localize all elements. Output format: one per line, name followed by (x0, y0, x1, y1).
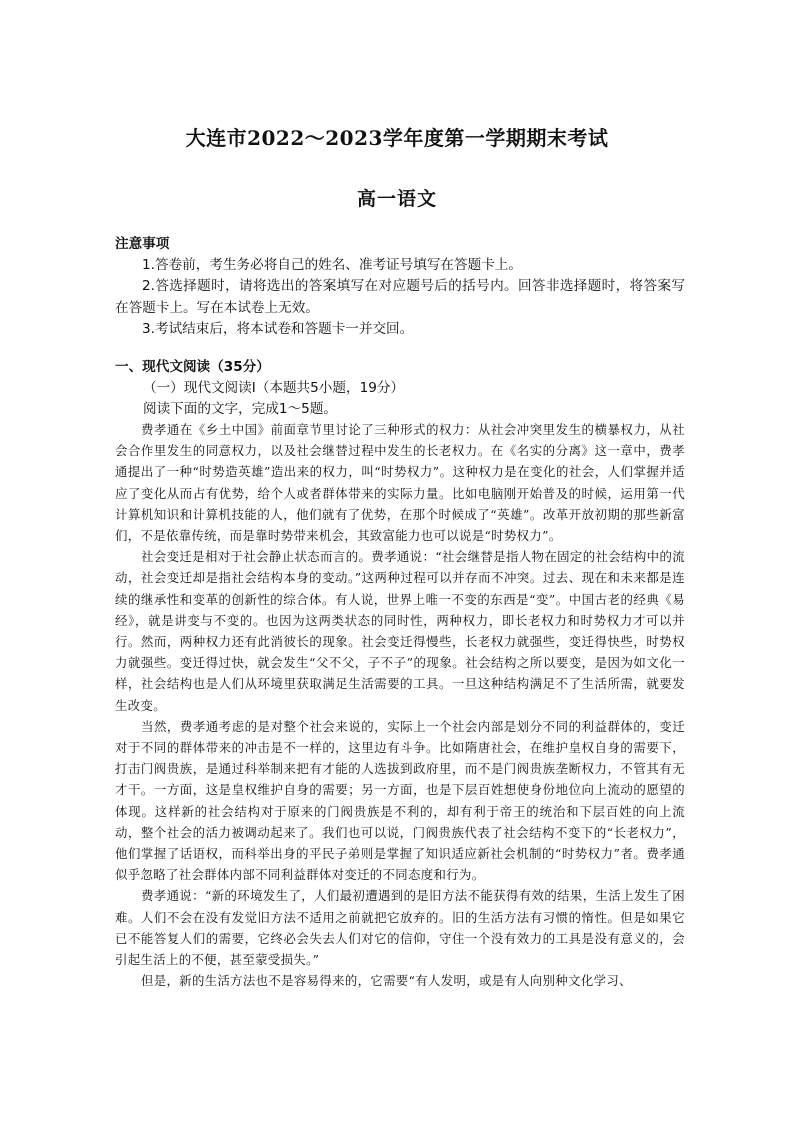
exam-title: 大连市2022～2023学年度第一学期期末考试 (185, 126, 609, 150)
notice-item: 1.答卷前，考生务必将自己的姓名、准考证号填写在答题卡上。 (142, 257, 522, 274)
passage-paragraph: 但是，新的生活方法也不是容易得来的，它需要“有人发明，或是有人向别种文化学习、 (141, 973, 632, 989)
passage-paragraph: 社会变迁是相对于社会静止状态而言的。费孝通说：“社会继替是指人物在固定的社会结构中的流动，社会变迁却是指社会结构本身的变动。”这两种过程可以并存而不冲突。过去、现在和未来都是连续的继承性和变革的创新性的综合体。有人说，世界上唯一不变的东西是“变”。中国古老的经典《易经》，就是讲变与不变的。也因为这两类状态的同时性，两种权力，即长老权力和时势权力才可以并行。然而，两种权力还有此消彼长的现象。社会变迁得慢些，长老权力就强些，变迁得快些，时势权力就强些。变迁得过快，就会发生“父不父，子不子”的现象。社会结构之所以要变，是因为如文化一样，社会结构也是人们从环境里获取满足生活需要的工具。一旦这种结构满足不了生活所需，就要发生改变。 (115, 549, 685, 713)
section-header (115, 357, 685, 420)
notice-item: 2.答选择题时，请将选出的答案填写在对应题号后的括号内。回答非选择题时，将答案写在答题卡上。写在本试卷上无效。 (115, 278, 685, 316)
notice-heading: 注意事项 (115, 236, 170, 252)
passage-paragraph: 费孝通在《乡土中国》前面章节里讨论了三种形式的权力：从社会冲突里发生的横暴权力，从社会合作里发生的同意权力，以及社会继替过程中发生的长老权力。在《名实的分离》这一章中，费孝通提出了一种“时势造英雄”造出来的权力，叫“时势权力”。这种权力是在变化的社会，人们掌握并适应了变化从而占有优势，给个人或者群体带来的实际力量。比如电脑刚开始普及的时候，运用第一代计算机知识和计算机技能的人，他们就有了优势，在那个时候成了“英雄”。改革开放初期的那些新富们，不是依靠传统，而是靠时势带来机会，其致富能力也可以说是“时势权力”。 (115, 422, 685, 544)
notice-item: 3.考试结束后，将本试卷和答题卡一并交回。 (142, 320, 414, 337)
exam-subtitle: 高一语文 (356, 188, 437, 210)
reading-passage (115, 419, 685, 991)
notice-block (115, 234, 685, 340)
passage-paragraph: 费孝通说：“新的环境发生了，人们最初遭遇到的是旧方法不能获得有效的结果，生活上发生了困难。人们不会在没有发觉旧方法不适用之前就把它放弃的。旧的生活方法有习惯的惰性。但是如果它已不能答复人们的需要，它终必会失去人们对它的信仰，守住一个没有效力的工具是没有意义的，会引起生活上的不便，甚至蒙受损失。” (115, 888, 685, 968)
passage-paragraph: 当然，费孝通考虑的是对整个社会来说的，实际上一个社会内部是划分不同的利益群体的，变迁对于不同的群体带来的冲击是不一样的，这里边有斗争。比如隋唐社会，在维护皇权自身的需要下，打击门阀贵族，是通过科举制来把有才能的人选拔到政府里，而不是门阀贵族垄断权力，不管其有无才干。一方面，这是皇权维护自身的需要；另一方面，也是下层百姓想使身份地位向上流动的愿望的体现。这样新的社会结构对于原来的门阀贵族是不利的，却有利于帝王的统治和下层百姓的向上流动，整个社会的活力被调动起来了。我们也可以说，门阀贵族代表了社会结构不变下的“长老权力”，他们掌握了话语权，而科举出身的平民子弟则是掌握了知识适应新社会机制的“时势权力”者。费孝通似乎忽略了社会群体内部不同利益群体对变迁的不同态度和行为。 (115, 718, 685, 883)
section-heading: 一、现代文阅读（35分） (115, 359, 270, 375)
section-subheading: （一）现代文阅读Ⅰ（本题共5小题，19分） (143, 380, 405, 396)
reading-instruction: 阅读下面的文字，完成1～5题。 (143, 401, 338, 417)
